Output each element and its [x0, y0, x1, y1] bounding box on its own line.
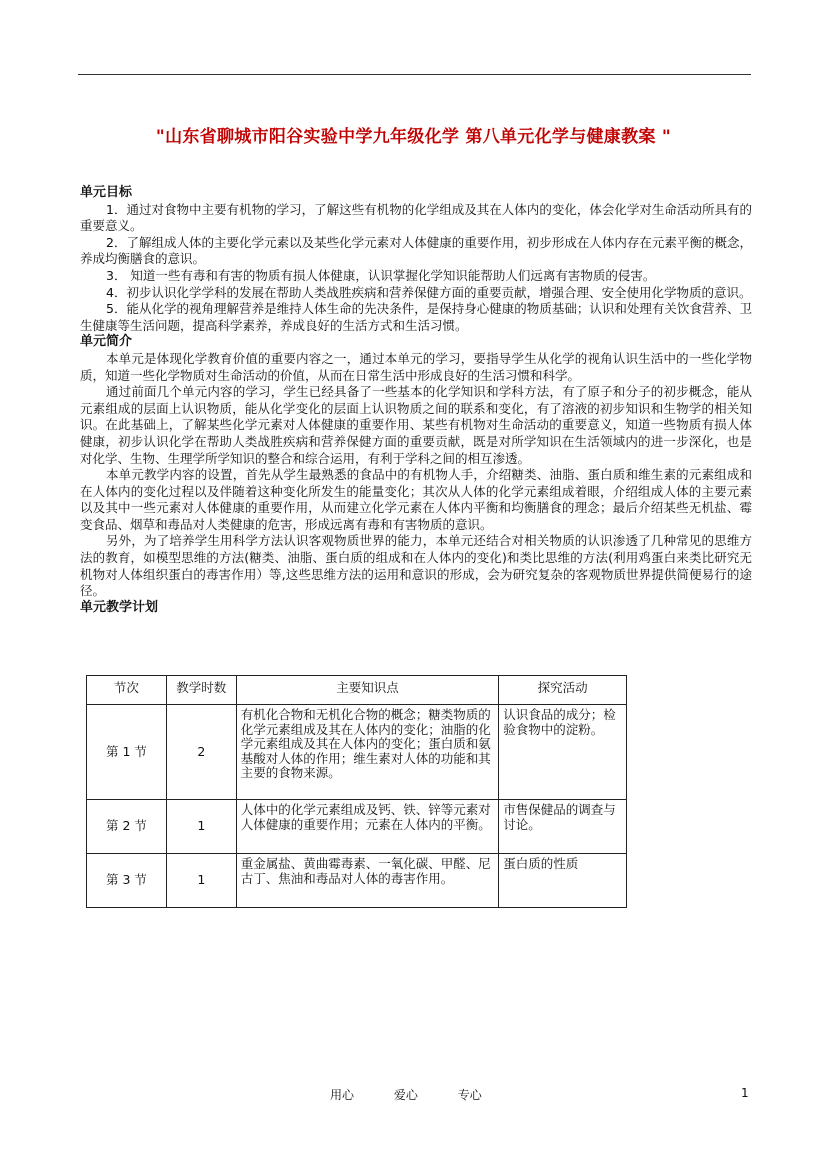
intro-paragraph: 通过前面几个单元内容的学习，学生已经具备了一些基本的化学知识和学科方法，有了原子和分子的初步概念，能从元素组成的层面上认识物质，能从化学变化的层面上认识物质之间的联系和变化，有了溶液的初步知识和生物学的相关知识。在此基础上，了解某些化学元素对人体健康的重要作用、某些有机物对生命活动的重要意义，知道一些物质有损人体健康，初步认识化学在帮助人类战胜疾病和营养保健方面的重要贡献，既是对所学知识在生活领域内的进一步深化，也是对化学、生物、生理学所学知识的整合和综合运用，有利于学科之间的相互渗透。 [80, 384, 752, 466]
intro-heading: 单元简介 [80, 334, 133, 350]
document-body [80, 185, 752, 616]
goal-item: 5．能从化学的视角理解营养是维持人体生命的先决条件，是保持身心健康的物质基础；认识和处理有关饮食营养、卫生健康等生活问题，提高科学素养，养成良好的生活方式和生活习惯。 [80, 301, 752, 333]
intro-paragraph: 本单元教学内容的设置，首先从学生最熟悉的食品中的有机物人手，介绍糖类、油脂、蛋白质和维生素的元素组成和在人体内的变化过程以及伴随着这种变化所发生的能量变化；其次从人体的化学元素组成着眼，介绍组成人体的主要元素以及其中一些元素对人体健康的重要作用，从而建立化学元素在人体内平衡和均衡膳食的理念；最后介绍某些无机盐、霉变食品、烟草和毒品对人类健康的危害，形成远离有毒和有害物质的意识。 [80, 467, 752, 532]
header-rule [78, 74, 751, 75]
goal-item: 3． 知道一些有毒和有害的物质有损人体健康，认识掌握化学知识能帮助人们远离有害物质的侵害。 [106, 267, 656, 283]
cell-section: 第 2 节 [87, 800, 167, 854]
teaching-plan-table [86, 675, 627, 908]
table-row [87, 854, 627, 908]
header-activity: 探究活动 [499, 676, 627, 705]
intro-paragraph: 本单元是体现化学教育价值的重要内容之一，通过本单元的学习，要指导学生从化学的视角认识生活中的一些化学物质，知道一些化学物质对生命活动的价值，从而在日常生活中形成良好的生活习惯和科学。 [80, 350, 752, 383]
header-knowledge: 主要知识点 [236, 676, 498, 705]
table-header-row [87, 676, 627, 705]
intro-paragraph: 另外，为了培养学生用科学方法认识客观物质世界的能力，本单元还结合对相关物质的认识渗透了几种常见的思维方法的教育，如模型思维的方法(糖类、油脂、蛋白质的组成和在人体内的变化)和类比思维的方法(利用鸡蛋白来类比研究无机物对人体组织蛋白的毒害作用）等,这些思维方法的运用和意识的形成，会为研究复杂的客观物质世界提供简便易行的途径。 [80, 533, 752, 599]
footer-motto: 专心 [457, 1088, 482, 1102]
header-hours: 教学时数 [166, 676, 236, 705]
footer-motto: 用心 [330, 1088, 355, 1102]
cell-hours: 1 [166, 854, 236, 908]
cell-knowledge: 有机化合物和无机化合物的概念；糖类物质的化学元素组成及其在人体内的变化；油脂的化学元素组成及其在人体内的变化；蛋白质和氨基酸对人体的作用；维生素对人体的功能和其主要的食物来源。 [236, 705, 498, 800]
document-title: "山东省聊城市阳谷实验中学九年级化学 第八单元化学与健康教案 " [155, 127, 672, 147]
plan-heading: 单元教学计划 [80, 599, 159, 615]
cell-activity: 认识食品的成分；检验食物中的淀粉。 [499, 705, 627, 800]
cell-hours: 2 [166, 705, 236, 800]
cell-activity: 市售保健品的调查与讨论。 [499, 800, 627, 854]
page-number: 1 [741, 1086, 749, 1100]
goal-item: 2．了解组成人体的主要化学元素以及某些化学元素对人体健康的重要作用，初步形成在人体内存在元素平衡的概念，养成均衡膳食的意识。 [80, 234, 752, 267]
header-section: 节次 [87, 676, 167, 705]
table-row [87, 705, 627, 800]
cell-section: 第 1 节 [87, 705, 167, 800]
cell-activity: 蛋白质的性质 [499, 854, 627, 908]
cell-hours: 1 [166, 800, 236, 854]
goal-item: 1．通过对食物中主要有机物的学习，了解这些有机物的化学组成及其在人体内的变化，体会化学对生命活动所具有的重要意义。 [80, 201, 752, 234]
cell-section: 第 3 节 [87, 854, 167, 908]
footer-motto: 爱心 [393, 1088, 418, 1102]
footer-mottos [330, 1086, 518, 1103]
cell-knowledge: 重金属盐、黄曲霉毒素、一氧化碳、甲醛、尼古丁、焦油和毒品对人体的毒害作用。 [236, 854, 498, 908]
cell-knowledge: 人体中的化学元素组成及钙、铁、锌等元素对人体健康的重要作用；元素在人体内的平衡。 [236, 800, 498, 854]
goal-item: 4．初步认识化学学科的发展在帮助人类战胜疾病和营养保健方面的重要贡献，增强合理、安全使用化学物质的意识。 [106, 284, 752, 300]
goals-heading: 单元目标 [80, 185, 133, 200]
table-row [87, 800, 627, 854]
